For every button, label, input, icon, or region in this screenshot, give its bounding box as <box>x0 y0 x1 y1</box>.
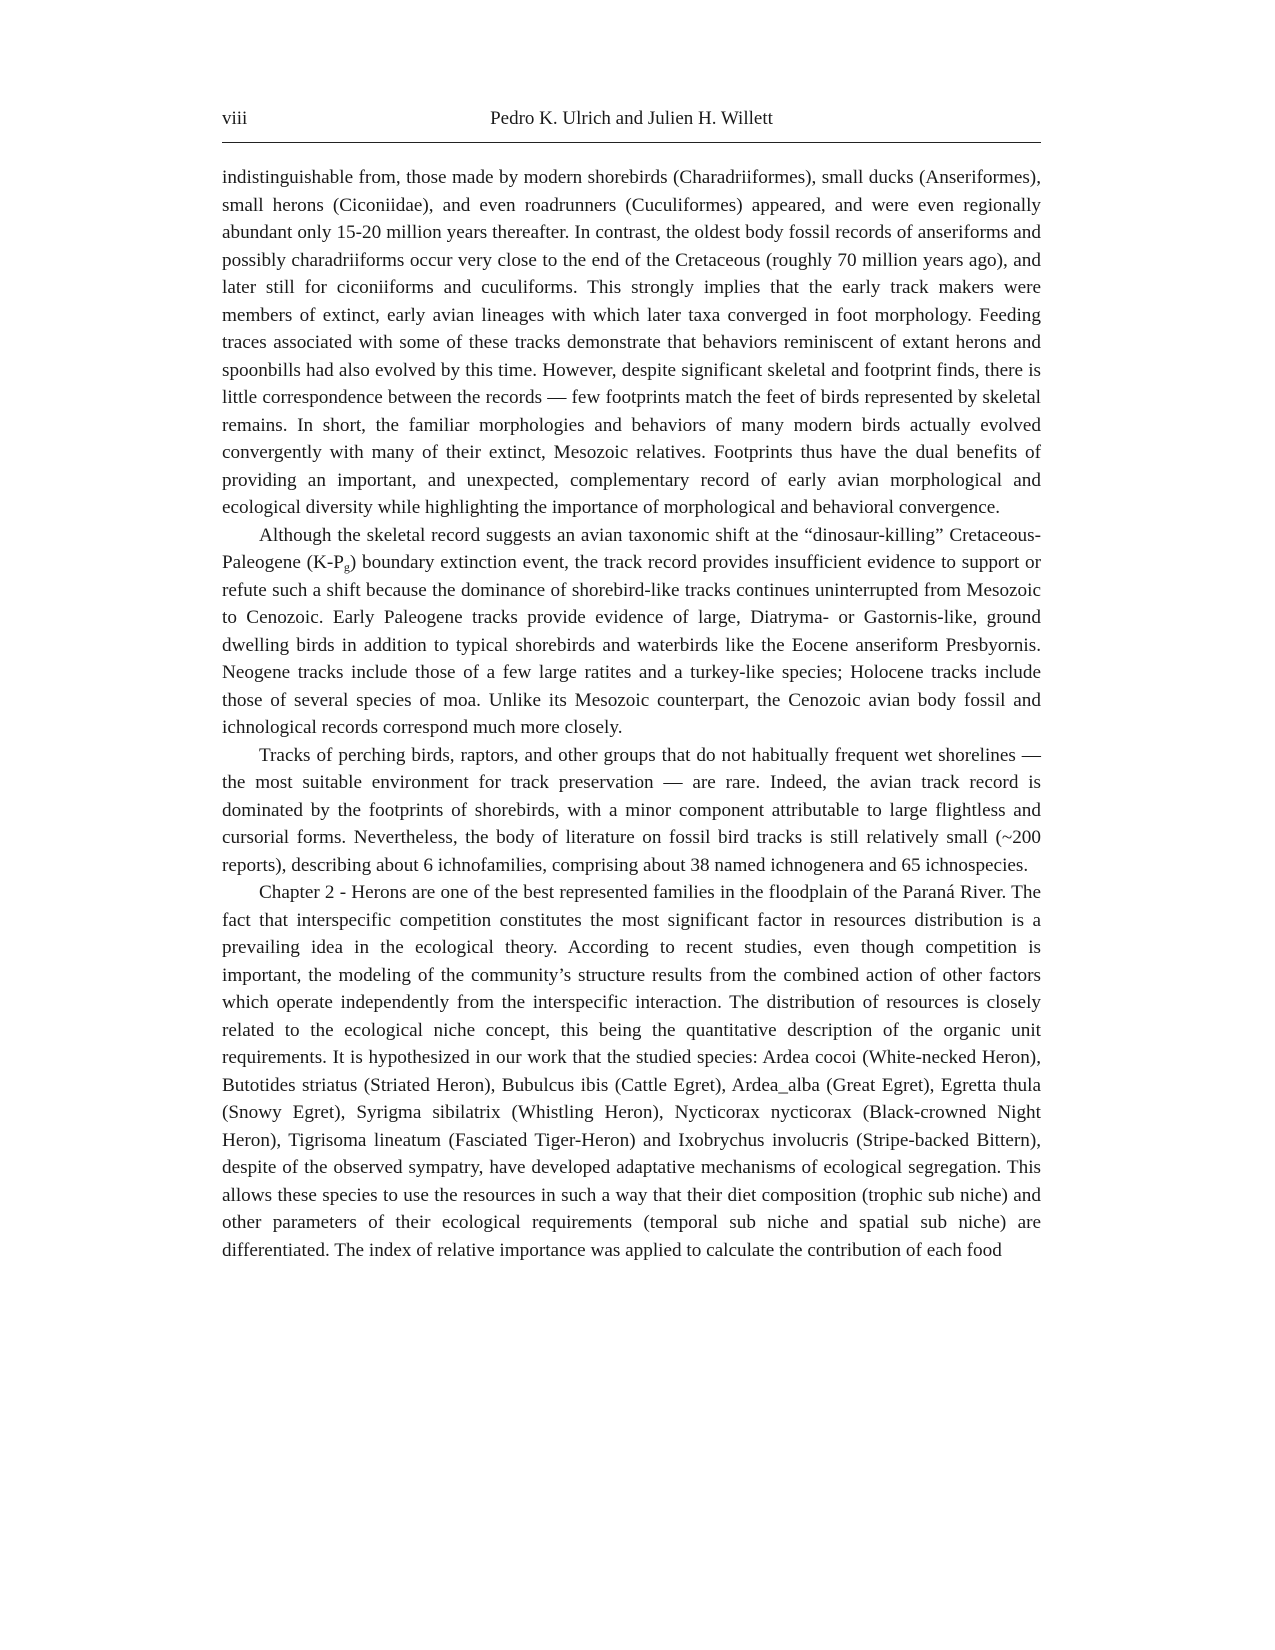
page-number: viii <box>222 108 248 129</box>
body-text <box>222 164 1041 1264</box>
running-header <box>222 104 1041 143</box>
paragraph-1: indistinguishable from, those made by modern shorebirds (Charadriiformes), small ducks (Anseriformes), small herons (Ciconiidae), and even roadrunners (Cuculiformes) appeared, and were even regionally abundant only 15-20 million years thereafter. In contrast, the oldest body fossil records of anseriforms and possibly charadriiforms occur very close to the end of the Cretaceous (roughly 70 million years ago), and later still for ciconiiforms and cuculiforms. This strongly implies that the early track makers were members of extinct, early avian lineages with which later taxa converged in foot morphology. Feeding traces associated with some of these tracks demonstrate that behaviors reminiscent of extant herons and spoonbills had also evolved by this time. However, despite significant skeletal and footprint finds, there is little correspondence between the records — few footprints match the feet of birds represented by skeletal remains. In short, the familiar morphologies and behaviors of many modern birds actually evolved convergently with many of their extinct, Mesozoic relatives. Footprints thus have the dual benefits of providing an important, and unexpected, complementary record of early avian morphological and ecological diversity while highlighting the importance of morphological and behavioral convergence. <box>222 167 1041 518</box>
paragraph-2-start: Although the skeletal record suggests an avian taxonomic shift at the “dinosaur-killing” Cretaceous-Paleogene (K-P <box>222 524 1041 573</box>
paragraph-3: Tracks of perching birds, raptors, and other groups that do not habitually frequent wet shorelines — the most suitable environment for track preservation — are rare. Indeed, the avian track record is dominated by the footprints of shorebirds, with a minor component attributable to large flightless and cursorial forms. Nevertheless, the body of literature on fossil bird tracks is still relatively small (~200 reports), describing about 6 ichnofamilies, comprising about 38 named ichnogenera and 65 ichnospecies. <box>222 744 1041 876</box>
subscript-g: g <box>343 560 350 574</box>
paragraph-4: Chapter 2 - Herons are one of the best represented families in the floodplain of the Paraná River. The fact that interspecific competition constitutes the most significant factor in resources distribution is a prevailing idea in the ecological theory. According to recent studies, even though competition is important, the modeling of the community’s structure results from the combined action of other factors which operate independently from the interspecific interaction. The distribution of resources is closely related to the ecological niche concept, this being the quantitative description of the organic unit requirements. It is hypothesized in our work that the studied species: Ardea cocoi (White-necked Heron), Butotides striatus (Striated Heron), Bubulcus ibis (Cattle Egret), Ardea_alba (Great Egret), Egretta thula (Snowy Egret), Syrigma sibilatrix (Whistling Heron), Nycticorax nycticorax (Black-crowned Night Heron), Tigrisoma lineatum (Fasciated Tiger-Heron) and Ixobrychus involucris (Stripe-backed Bittern), despite of the observed sympatry, have developed adaptative mechanisms of ecological segregation. This allows these species to use the resources in such a way that their diet composition (trophic sub niche) and other parameters of their ecological requirements (temporal sub niche and spatial sub niche) are differentiated. The index of relative importance was applied to calculate the contribution of each food <box>222 882 1041 1261</box>
running-header-authors: Pedro K. Ulrich and Julien H. Willett <box>490 108 773 129</box>
paragraph-2 <box>222 522 1041 742</box>
paragraph-2-end: ) boundary extinction event, the track record provides insufficient evidence to support or refute such a shift because the dominance of shorebird-like tracks continues uninterrupted from Mesozoic to Cenozoic. Early Paleogene tracks provide evidence of large, Diatryma- or Gastornis-like, ground dwelling birds in addition to typical shorebirds and waterbirds like the Eocene anseriform Presbyornis. Neogene tracks include those of a few large ratites and a turkey-like species; Holocene tracks include those of several species of moa. Unlike its Mesozoic counterpart, the Cenozoic avian body fossil and ichnological records correspond much more closely. <box>222 552 1041 738</box>
